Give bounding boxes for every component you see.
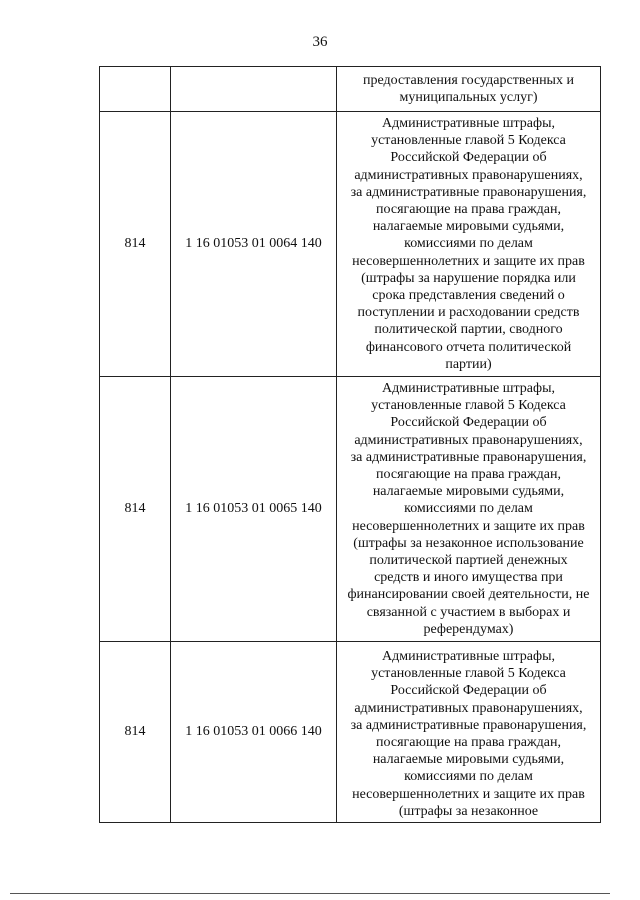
table-row — [100, 377, 601, 642]
budget-code-cell — [171, 67, 337, 112]
description-line: посягающие на права граждан, — [376, 466, 561, 482]
description-line: административных правонарушениях, — [354, 700, 583, 716]
description-line: несовершеннолетних и защите их прав — [352, 253, 585, 269]
description-line: установленные главой 5 Кодекса — [371, 133, 566, 149]
table-row — [100, 67, 601, 112]
description-cell — [337, 67, 601, 112]
description-line: Российской Федерации об — [390, 683, 547, 699]
description-line: референдумах) — [423, 621, 514, 637]
page-number: 36 — [312, 34, 328, 50]
description-line: связанной с участием в выборах и — [366, 604, 571, 620]
description-line: срока представления сведений о — [372, 288, 565, 303]
description-line: политической партии, сводного — [374, 322, 563, 338]
description-line: комиссиями по делам — [404, 236, 533, 252]
description-line: несовершеннолетних и защите их прав — [352, 786, 585, 802]
description-line: партии) — [445, 356, 492, 372]
budget-code-cell: 1 16 01053 01 0065 140 — [171, 377, 337, 642]
description-line: Административные штрафы, — [381, 115, 556, 131]
description-line: комиссиями по делам — [404, 501, 533, 517]
description-line: Административные штрафы, — [381, 649, 556, 664]
description-line: за административные правонарушения, — [350, 717, 587, 733]
budget-code-cell: 1 16 01053 01 0066 140 — [171, 642, 337, 823]
description-line: налагаемые мировыми судьями, — [372, 484, 565, 500]
description-line: Российской Федерации об — [390, 415, 547, 431]
description-line: средств и иного имущества при — [374, 570, 563, 586]
description-line: Административные штрафы, — [381, 380, 556, 396]
description-line: финансировании своей деятельности, не — [347, 587, 590, 603]
description-cell — [337, 377, 601, 642]
description-line: (штрафы за незаконное — [398, 803, 539, 819]
description-cell — [337, 642, 601, 823]
admin-code-cell — [100, 67, 171, 112]
description-line: политической партией денежных — [369, 553, 568, 568]
description-line: установленные главой 5 Кодекса — [371, 666, 566, 682]
description-line: муниципальных услуг) — [399, 90, 538, 105]
table-row — [100, 642, 601, 823]
description-line: поступлении и расходовании средств — [357, 305, 580, 321]
table-row — [100, 112, 601, 377]
description-line: комиссиями по делам — [404, 769, 533, 785]
description-line: установленные главой 5 Кодекса — [371, 398, 566, 414]
description-line: за административные правонарушения, — [350, 449, 587, 465]
description-line: административных правонарушениях, — [354, 167, 583, 183]
description-line: финансового отчета политической — [365, 339, 572, 355]
description-line: несовершеннолетних и защите их прав — [352, 518, 585, 534]
description-line: налагаемые мировыми судьями, — [372, 219, 565, 235]
description-line: посягающие на права граждан, — [376, 201, 561, 217]
description-line: налагаемые мировыми судьями, — [372, 752, 565, 768]
description-line: за административные правонарушения, — [350, 184, 587, 200]
admin-code-cell: 814 — [100, 377, 171, 642]
description-cell — [337, 112, 601, 377]
description-line: посягающие на права граждан, — [376, 735, 561, 751]
description-line: предоставления государственных и — [363, 72, 574, 88]
description-line: (штрафы за нарушение порядка или — [361, 270, 576, 286]
bottom-scan-rule — [10, 893, 610, 894]
budget-codes-table — [99, 66, 601, 823]
admin-code-cell: 814 — [100, 642, 171, 823]
description-line: Российской Федерации об — [390, 150, 547, 166]
budget-code-cell: 1 16 01053 01 0064 140 — [171, 112, 337, 377]
description-line: административных правонарушениях, — [354, 432, 583, 448]
description-line: (штрафы за незаконное использование — [353, 535, 584, 551]
admin-code-cell: 814 — [100, 112, 171, 377]
